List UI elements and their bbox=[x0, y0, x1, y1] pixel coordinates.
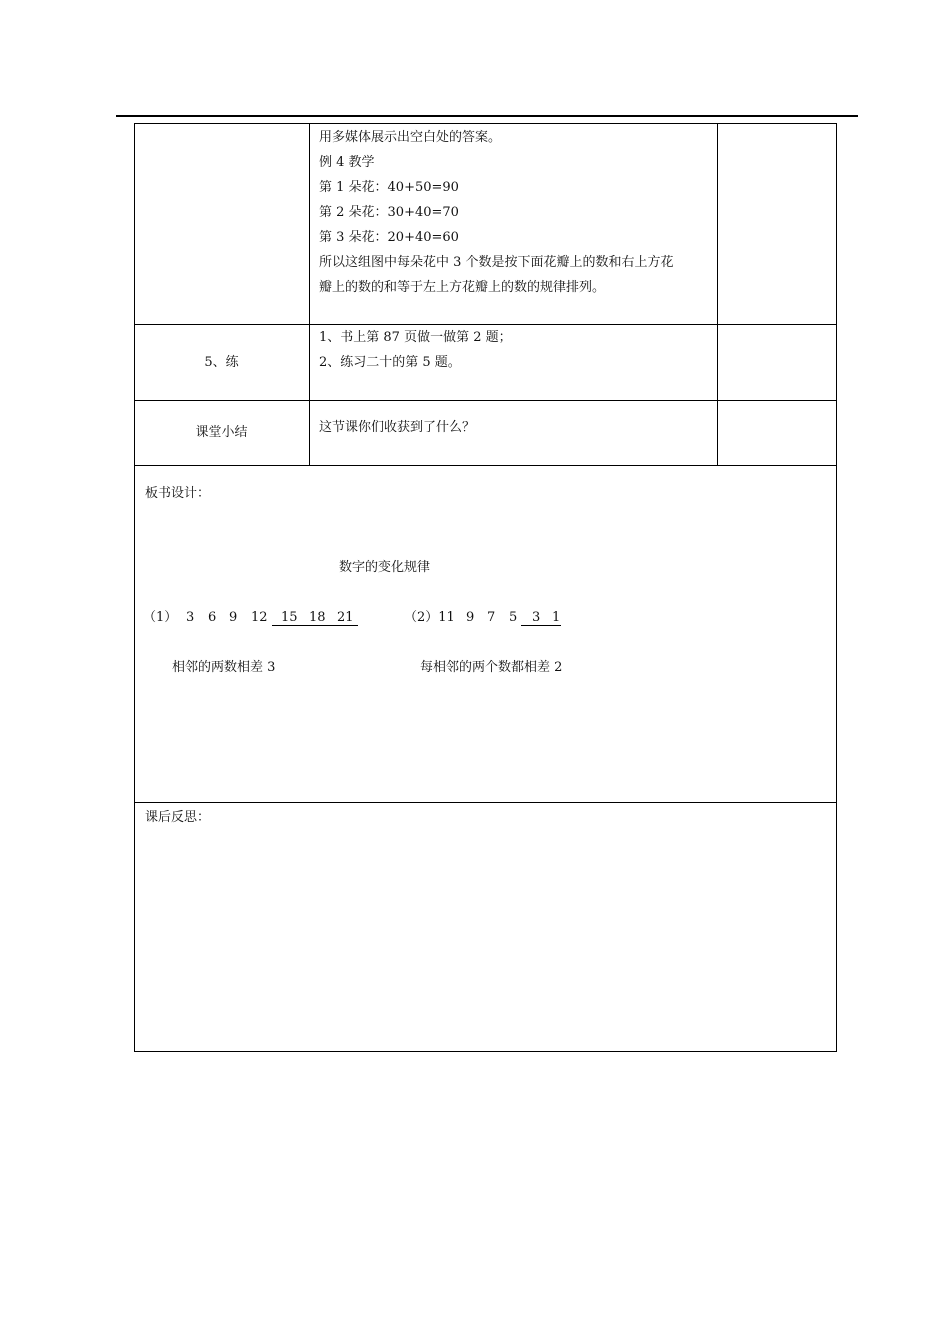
row-divider-2 bbox=[134, 400, 837, 401]
practice-line-2: 2、练习二十的第 5 题。 bbox=[319, 355, 461, 370]
row-divider-3 bbox=[134, 465, 837, 466]
seq2-given-1: 9 bbox=[466, 610, 475, 625]
process-line-5: 第 3 朵花：20+40=60 bbox=[319, 230, 459, 245]
reflection-label: 课后反思： bbox=[145, 810, 211, 825]
seq1-note: 相邻的两数相差 3 bbox=[172, 660, 276, 675]
process-line-7: 瓣上的数的和等于左上方花瓣上的数的规律排列。 bbox=[319, 280, 606, 295]
seq1-answer-2: 18 bbox=[309, 610, 326, 625]
column-divider-1 bbox=[309, 123, 310, 465]
board-label: 板书设计： bbox=[145, 486, 211, 501]
seq1-given-2: 6 bbox=[208, 610, 217, 625]
seq2-prefix: （2）11 bbox=[404, 610, 455, 625]
seq2-answer-underline bbox=[521, 625, 561, 626]
seq1-given-3: 9 bbox=[229, 610, 238, 625]
seq2-given-2: 7 bbox=[487, 610, 496, 625]
seq1-prefix: （1） bbox=[143, 610, 178, 625]
seq1-answer-1: 15 bbox=[281, 610, 298, 625]
row-divider-1 bbox=[134, 324, 837, 325]
process-line-6: 所以这组图中每朵花中 3 个数是按下面花瓣上的数和右上方花 bbox=[319, 255, 674, 270]
process-line-3: 第 1 朵花：40+50=90 bbox=[319, 180, 459, 195]
seq2-note: 每相邻的两个数都相差 2 bbox=[420, 660, 563, 675]
column-divider-2 bbox=[717, 123, 718, 465]
seq1-given-4: 12 bbox=[251, 610, 268, 625]
practice-line-1: 1、书上第 87 页做一做第 2 题； bbox=[319, 330, 512, 345]
board-title: 数字的变化规律 bbox=[339, 560, 431, 575]
process-line-2: 例 4 教学 bbox=[319, 155, 375, 170]
summary-label: 课堂小结 bbox=[195, 425, 248, 440]
seq1-given-1: 3 bbox=[186, 610, 195, 625]
seq1-answer-underline bbox=[272, 625, 358, 626]
process-line-1: 用多媒体展示出空白处的答案。 bbox=[319, 130, 502, 145]
process-line-4: 第 2 朵花：30+40=70 bbox=[319, 205, 459, 220]
seq2-answer-1: 3 bbox=[532, 610, 541, 625]
seq2-given-3: 5 bbox=[509, 610, 518, 625]
summary-text: 这节课你们收获到了什么？ bbox=[319, 420, 476, 435]
row-divider-4 bbox=[134, 802, 837, 803]
header-rule bbox=[116, 115, 858, 117]
seq2-answer-2: 1 bbox=[552, 610, 561, 625]
seq1-answer-3: 21 bbox=[337, 610, 354, 625]
practice-label: 5、练 bbox=[204, 355, 239, 370]
